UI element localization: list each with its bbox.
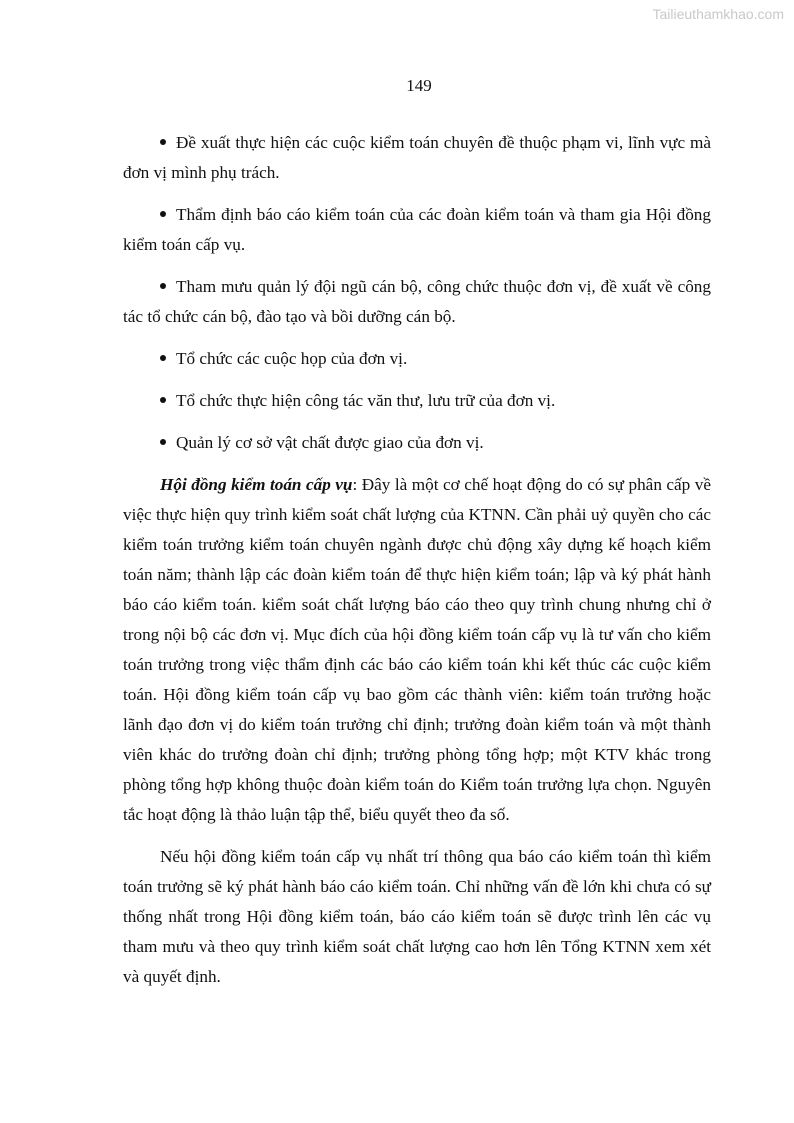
section-paragraph: Hội đồng kiểm toán cấp vụ: Đây là một cơ chế hoạt động do có sự phân cấp về việc thực hiện quy trình kiểm soát chất lượng của KTNN. Cần phải uỷ quyền cho các kiểm toán trưởng kiểm toán chuyên ngành được chủ động xây dựng kế hoạch kiểm toán năm; thành lập các đoàn kiểm toán để thực hiện kiểm toán; lập và ký phát hành báo cáo kiểm toán. kiểm soát chất lượng báo cáo theo quy trình chung nhưng chỉ ở trong nội bộ các đơn vị. Mục đích của hội đồng kiểm toán cấp vụ là tư vấn cho kiểm toán trưởng trong việc thẩm định các báo cáo kiểm toán khi kết thúc các cuộc kiểm toán. Hội đồng kiểm toán cấp vụ bao gồm các thành viên: kiểm toán trưởng hoặc lãnh đạo đơn vị do kiểm toán trưởng chỉ định; trưởng đoàn kiểm toán và một thành viên khác do trưởng đoàn chỉ định; trưởng phòng tổng hợp; một KTV khác trong phòng tổng hợp không thuộc đoàn kiểm toán do Kiểm toán trưởng lựa chọn. Nguyên tắc hoạt động là thảo luận tập thể, biểu quyết theo đa số. <box>123 475 711 824</box>
bullet-item: Tổ chức thực hiện công tác văn thư, lưu trữ của đơn vị. <box>123 386 711 416</box>
section-body: Đây là một cơ chế hoạt động do có sự phân cấp về việc thực hiện quy trình kiểm soát chất lượng của KTNN. Cần phải uỷ quyền cho các kiểm toán trưởng kiểm toán chuyên ngành được chủ động xây dựng kế hoạch kiểm toán năm; thành lập các đoàn kiểm toán để thực hiện kiểm toán; lập và ký phát hành báo cáo kiểm toán. kiểm soát chất lượng báo cáo theo quy trình chung nhưng chỉ ở trong nội bộ các đơn vị. Mục đích của hội đồng kiểm toán cấp vụ là tư vấn cho kiểm toán trưởng trong việc thẩm định các báo cáo kiểm toán khi kết thúc các cuộc kiểm toán. Hội đồng kiểm toán cấp vụ bao gồm các thành viên: kiểm toán trưởng hoặc lãnh đạo đơn vị do kiểm toán trưởng chỉ định; trưởng đoàn kiểm toán và một thành viên khác do trưởng đoàn chỉ định; trưởng phòng tổng hợp; một KTV khác trong phòng tổng hợp không thuộc đoàn kiểm toán do Kiểm toán trưởng lựa chọn. Nguyên tắc hoạt động là thảo luận tập thể, biểu quyết theo đa số. <box>123 475 711 824</box>
bullet-icon <box>160 283 166 289</box>
bullet-item: Tổ chức các cuộc họp của đơn vị. <box>123 344 711 374</box>
bullet-item: Tham mưu quản lý đội ngũ cán bộ, công chức thuộc đơn vị, đề xuất về công tác tổ chức cán bộ, đào tạo và bồi dưỡng cán bộ. <box>123 277 711 326</box>
section-heading: Hội đồng kiểm toán cấp vụ <box>160 475 353 494</box>
bullet-icon <box>160 211 166 217</box>
closing-paragraph: Nếu hội đồng kiểm toán cấp vụ nhất trí thông qua báo cáo kiểm toán thì kiểm toán trưởng sẽ ký phát hành báo cáo kiểm toán. Chỉ những vấn đề lớn khi chưa có sự thống nhất trong Hội đồng kiểm toán, báo cáo kiểm toán sẽ được trình lên các vụ tham mưu và theo quy trình kiểm soát chất lượng cao hơn lên Tổng KTNN xem xét và quyết định. <box>123 847 711 986</box>
bullet-item: Quản lý cơ sở vật chất được giao của đơn vị. <box>123 428 711 458</box>
watermark: Tailieuthamkhao.com <box>652 6 784 22</box>
bullet-item: Đề xuất thực hiện các cuộc kiểm toán chuyên đề thuộc phạm vi, lĩnh vực mà đơn vị mình phụ trách. <box>123 133 711 182</box>
bullet-icon <box>160 397 166 403</box>
bullet-item: Thẩm định báo cáo kiểm toán của các đoàn kiểm toán và tham gia Hội đồng kiểm toán cấp vụ. <box>123 205 711 254</box>
document-body <box>123 128 711 1004</box>
bullet-icon <box>160 439 166 445</box>
bullet-icon <box>160 355 166 361</box>
bullet-icon <box>160 139 166 145</box>
page-number: 149 <box>406 76 432 95</box>
